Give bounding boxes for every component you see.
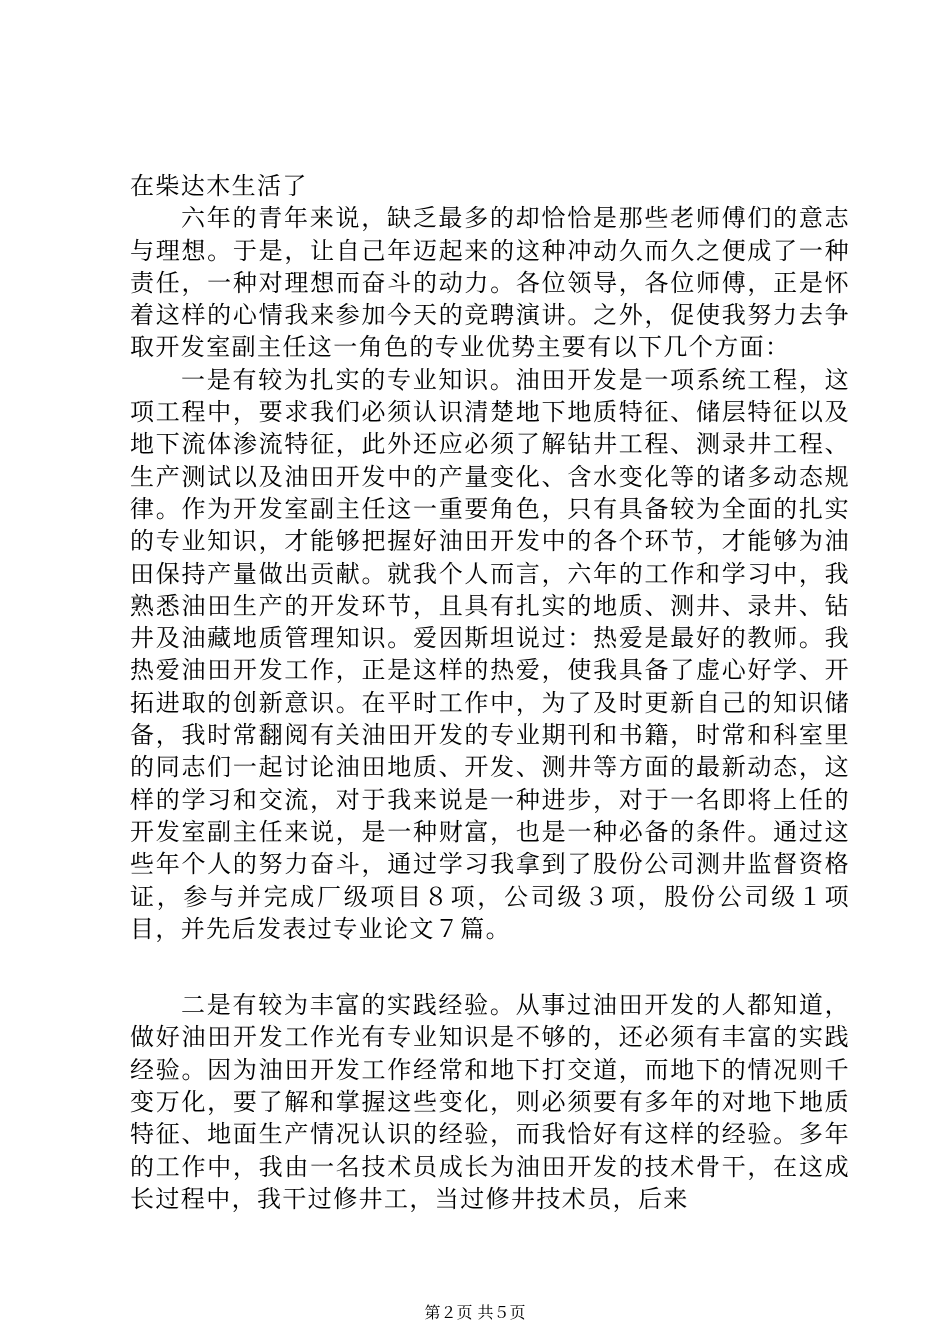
paragraph-spacer: [130, 945, 850, 989]
paragraph-opening-fragment: 在柴达木生活了: [130, 172, 308, 200]
page-number-footer: 第２页 共５页: [424, 1303, 526, 1322]
paragraph-practical-experience: 二是有较为丰富的实践经验。从事过油田开发的人都知道，做好油田开发工作光有专业知识是不够的，还必须有丰富的实践经验。因为油田开发工作经常和地下打交道，而地下的情况则千变万化，要了解和掌握这些变化，则必须要有多年的对地下地质特征、地面生产情况认识的经验，而我恰好有这样的经验。多年的工作中，我由一名技术员成长为油田开发的技术骨干，在这成长过程中，我干过修井工，当过修井技术员，后来: [130, 991, 850, 1213]
paragraph-motivation: 六年的青年来说，缺乏最多的却恰恰是那些老师傅们的意志与理想。于是，让自己年迈起来的这种冲动久而久之便成了一种责任，一种对理想而奋斗的动力。各位领导，各位师傅，正是怀着这样的心情我来参加今天的竞聘演讲。之外，促使我努力去争取开发室副主任这一角色的专业优势主要有以下几个方面：: [130, 204, 850, 362]
paragraph-professional-knowledge: 一是有较为扎实的专业知识。油田开发是一项系统工程，这项工程中，要求我们必须认识清楚地下地质特征、储层特征以及地下流体渗流特征，此外还应必须了解钻井工程、测录井工程、生产测试以及油田开发中的产量变化、含水变化等的诸多动态规律。作为开发室副主任这一重要角色，只有具备较为全面的扎实的专业知识，才能够把握好油田开发中的各个环节，才能够为油田保持产量做出贡献。就我个人而言，六年的工作和学习中，我熟悉油田生产的开发环节，且具有扎实的地质、测井、录井、钻井及油藏地质管理知识。爱因斯坦说过：热爱是最好的教师。我热爱油田开发工作，正是这样的热爱，使我具备了虚心好学、开拓进取的创新意识。在平时工作中，为了及时更新自己的知识储备，我时常翻阅有关油田开发的专业期刊和书籍，时常和科室里的同志们一起讨论油田地质、开发、测井等方面的最新动态，这样的学习和交流，对于我来说是一种进步，对于一名即将上任的开发室副主任来说，是一种财富，也是一种必备的条件。通过这些年个人的努力奋斗，通过学习我拿到了股份公司测井监督资格证，参与并完成厂级项目８项，公司级３项，股份公司级１项目，并先后发表过专业论文７篇。: [130, 365, 850, 943]
document-body: [130, 170, 850, 1215]
